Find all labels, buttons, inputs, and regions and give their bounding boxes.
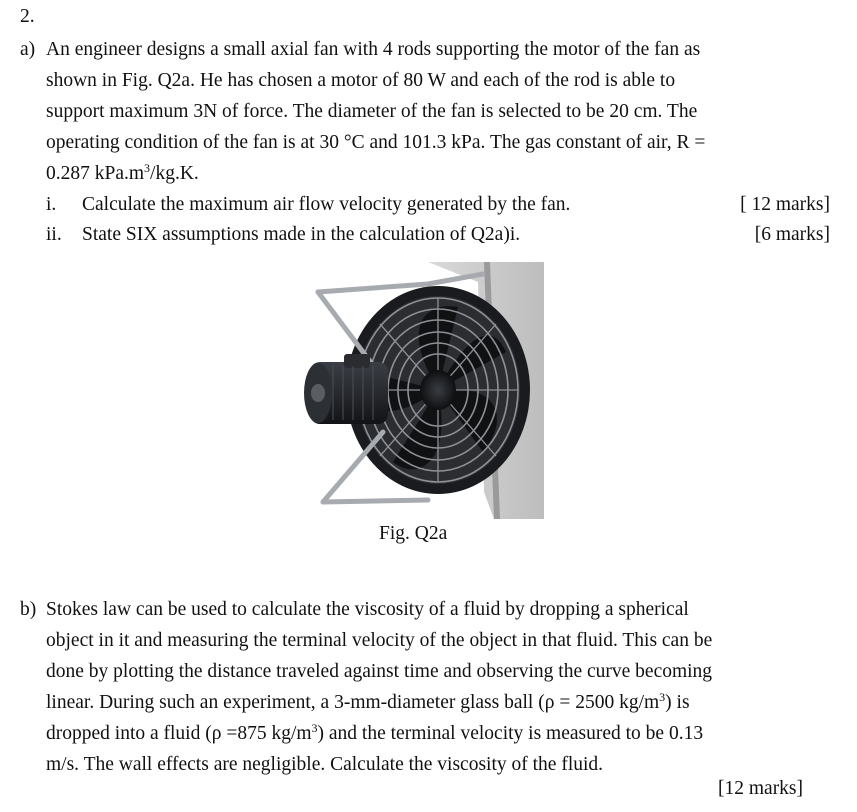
subquestion-text-i: Calculate the maximum air flow velocity generated by the fan. <box>82 194 571 215</box>
part-a-line-5 <box>46 158 199 189</box>
question-number: 2. <box>20 6 35 27</box>
part-b-line-2: object in it and measuring the terminal velocity of the object in that fluid. This can be <box>46 630 713 651</box>
part-b-line-4 <box>46 687 690 718</box>
part-b-line-5-pre: dropped into a fluid (ρ =875 kg/m <box>46 723 312 744</box>
subquestion-text-ii: State SIX assumptions made in the calculation of Q2a)i. <box>82 224 521 245</box>
superscript-3: 3 <box>659 690 666 704</box>
subquestion-num-ii: ii. <box>46 224 62 245</box>
part-a-label: a) <box>20 39 36 60</box>
part-a-line-3: support maximum 3N of force. The diameter of the fan is selected to be 20 cm. The <box>46 101 698 122</box>
part-a-line-2: shown in Fig. Q2a. He has chosen a motor of 80 W and each of the rod is able to <box>46 70 676 91</box>
part-a-line-4: operating condition of the fan is at 30 °C and 101.3 kPa. The gas constant of air, R = <box>46 132 706 153</box>
part-b-line-3: done by plotting the distance traveled against time and observing the curve becoming <box>46 661 713 682</box>
part-b-line-6: m/s. The wall effects are negligible. Calculate the viscosity of the fluid. <box>46 754 604 775</box>
part-b-line-5-post: ) and the terminal velocity is measured to be 0.13 <box>317 723 704 744</box>
part-b-line-5 <box>46 718 703 749</box>
part-a-line-1: An engineer designs a small axial fan with 4 rods supporting the motor of the fan as <box>46 39 701 60</box>
part-b-label: b) <box>20 599 37 620</box>
subquestion-marks-i: [ 12 marks] <box>740 194 830 215</box>
superscript-3: 3 <box>144 161 151 175</box>
part-a-line-5-pre: 0.287 kPa.m <box>46 163 145 184</box>
fan-figure <box>278 262 544 519</box>
subquestion-marks-ii: [6 marks] <box>754 224 830 245</box>
subquestion-num-i: i. <box>46 194 57 215</box>
part-b-line-4-pre: linear. During such an experiment, a 3-mm-diameter glass ball (ρ = 2500 kg/m <box>46 692 660 713</box>
part-a-line-5-post: /kg.K. <box>150 163 199 184</box>
part-a <box>20 34 830 249</box>
part-b-line-1: Stokes law can be used to calculate the viscosity of a fluid by dropping a spherical <box>46 599 689 620</box>
part-b-line-4-post: ) is <box>665 692 690 713</box>
figure-caption: Fig. Q2a <box>379 523 448 544</box>
axial-fan-illustration <box>278 262 544 519</box>
superscript-3: 3 <box>311 721 318 735</box>
part-b-marks: [12 marks] <box>718 778 804 799</box>
part-b <box>20 594 830 780</box>
